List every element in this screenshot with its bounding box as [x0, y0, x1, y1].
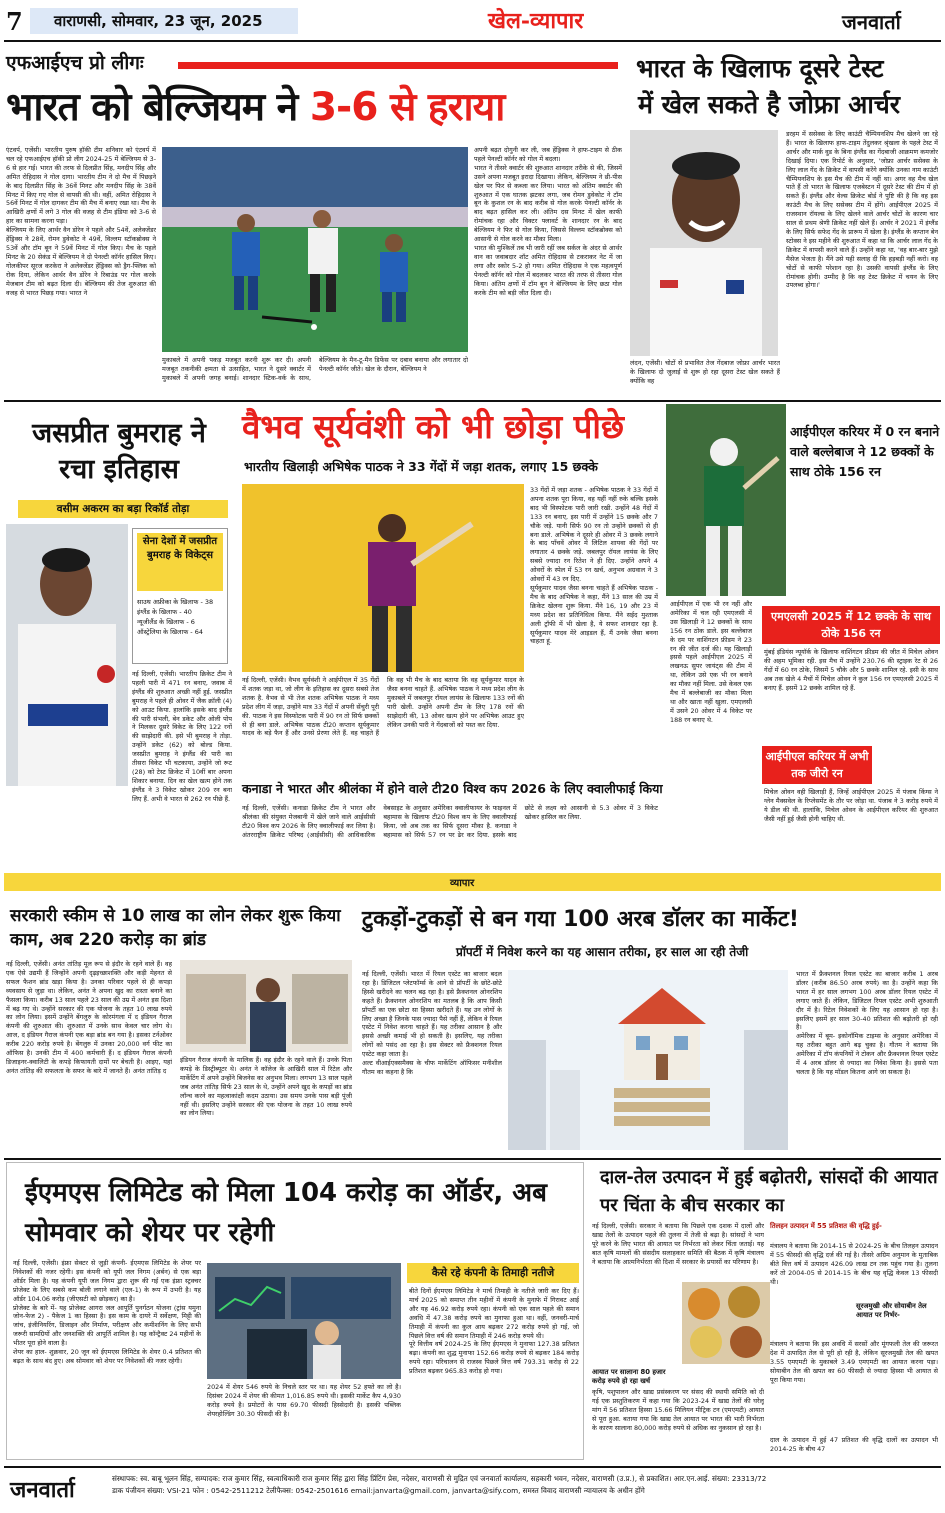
hockey-col-1: एंटवर्प, एजेंसी। भारतीय पुरुष हॉकी टीम शनिवार को एंटवर्प में चल रहे एफआईएच हॉकी प्रो लीग 2024-25 में बेल्जियम से 3-6 से हार गई। भारत की तरफ से दिलप्रीत सिंह, मनदीप सिंह और अमित रोहिदास ने गोल दागा। भारतीय टीम ने दो मैच में पिछड़ने के बाद दिलप्रीत सिंह के 36वें मिनट और मनदीप सिंह के 38वें मिनट में किए गए गोल से वापसी की थी। वहीं, अमित रोहिदास ने 56वें मिनट में गोल दागकर टीम की मैच में बनाए रखा था। मैच के आखिरी क्षणों में लगे 3 गोल की वजह से टीम इंडिया को 3-6 से हार का सामना करना पड़ा। बेल्जियम के लिए आर्थर वैन डोरेन ने पहले और 54वें, अलेक्जेंडर हेंड्रिक्स ने 28वें, रोमन डुवेकोट ने 49वें, विल्लम स्टॉकब्रोक्स ने 53वें और टॉम बून ने 59वें मिनट में गोल किए। मैच के पहले मिनट के 20 सेकंड में बेल्जियम ने दो पेनल्टी कॉर्नर हासिल किए। गोलकीपर सूरज करकेरा ने अलेक्जेंडर हेंड्रिक्स को ड्रैग-फ्लिक को रोक दिया, लेकिन आर्थर वैन डोरेन ने रिबाउंड पर गोल करके मेजबान टीम को बढ़त दिला दी। बेल्जियम की तेज शुरुआत की वजह से भारत पिछड़ गया। भारत ने	[6, 146, 156, 297]
hockey-kicker: एफआईएच प्रो लीगः	[6, 52, 144, 74]
bumrah-photo-image	[6, 524, 128, 786]
canada-headline: कनाडा ने भारत और श्रीलंका में होने वाले टी20 विश्व कप 2026 के लिए क्वालीफाई किया	[242, 781, 663, 796]
kicker-red-bar	[178, 62, 618, 69]
vaibhav-side: 33 गेंदों में जड़ा शतक - अभिषेक पाठक ने 33 गेंदों में अपना शतक पूरा किया, वह यहीं नहीं रुके बल्कि इसके बाद भी विस्फोटक पारी जारी रखी. उन्होंने 48 गेंदों में 133 रन बनाए, इस पारी में उन्होंने 15 छक्के और 7 चौके जड़े. यानी सिर्फ 90 रन तो उन्होंने छक्कों से ही बना डाले. अभिषेक ने दूसरे ही ओवर में 3 छक्के लगाने के बाद पाँचवें ओवर में लिटिल शायवा की गेंदों पर लगातार 4 छक्के जड़े. जबलपुर रॉयल लायंस के लिए सबसे ज्यादा रन रितेश ने ही दिए. उन्होंने अपने 4 ओवरों के स्पेल में 53 रन खर्च, अनुभव अग्रवाल ने 3 ओवरों में 43 रन दिए. सूर्यकुमार यादव जैसा बनना चाहते हैं अभिषेक पाठक - मैच के बाद अभिषेक ने कहा, मैंने 13 साल की उम्र में क्रिकेट खेलना शुरू किया. मैंने 16, 19 और 23 में मध्य प्रदेश का प्रतिनिधित्व किया. मैंने सईद मुश्ताक अली ट्रॉफी में भी खेला है, ये सफर शानदार रहा है. सूर्यकुमार यादव मेरे आइडल हैं, मैं उनके जैसा बनना चाहता हूं.	[530, 486, 658, 646]
vaibhav-story	[238, 404, 662, 778]
property-photo-image	[508, 970, 788, 1150]
dal-col-2c: दाल के उत्पादन में हुई 47 प्रतिशत की वृद्धि दालों का उत्पादन भी 2014-25 के बीच 47	[770, 1436, 938, 1453]
bumrah-stat: साउथ अफ्रीका के खिलाफ - 38	[137, 598, 214, 606]
bumrah-stats-list	[137, 597, 225, 637]
ems-story	[6, 1162, 584, 1460]
property-headline: टुकड़ों-टुकड़ों से बन गया 100 अरब डॉलर का मार्केट!	[362, 907, 799, 932]
archer-headline-1: भारत के खिलाफ दूसरे टेस्ट	[636, 54, 884, 83]
bumrah-stats-title: सेना देशों में जसप्रीत बुमराह के विकेट्स	[137, 533, 223, 591]
dal-subhead-1: आयात पर सालाना 80 हजार करोड़ रुपये हो रहा खर्च	[592, 1368, 666, 1385]
ipl-photo-image	[666, 404, 786, 596]
bumrah-body: नई दिल्ली, एजेंसी। भारतीय क्रिकेट टीम ने पहली पारी में 471 रन बनाए, जवाब में इंग्लैंड की शुरुआत अच्छी नहीं हुई. जसप्रीत बुमराह ने पहले ही ओवर में जैक क्रॉली (4) को आउट किया. हालांकि इसके बाद इंग्लैंड की पारी संभली, बेन डकेट और ओली पोप ने मिलकर दूसरे विकेट के लिए 122 रनों की साझेदारी की. इसे भी बुमराह ने तोड़ा. उन्होंने डकेट (62) को बोल्ड किया. जसप्रीत बुमराह ने इंग्लैंड की पारी का तीसरा विकेट भी चटकाया, उन्होंने जो रूट (28) को टेस्ट क्रिकेट में 10वीं बार अपना शिकार बनाया. दिन का खेल खत्म होने तक इंग्लैंड ने 3 विकेट खोकर 209 रन बना लिए हैं. अभी वे भारत से 262 रन पीछे हैं.	[132, 670, 232, 803]
hockey-photo-caption: मुकाबले में अपनी पकड़ मजबूत करनी शुरू कर दी। अपनी मजबूत तकनीकी क्षमता से उत्साहित, भारत ने दूसरे क्वार्टर में मुकाबले में अपनी जगह बनाई। शानदार स्टिक-वर्क के साथ, बेल्जियम के मैन-टू-मैन डिफेंस पर दबाव बनाया और लगातार दो पेनल्टी कॉर्नर जीते। खेल के दौरान, बेल्जियम ने	[162, 356, 468, 382]
property-col-3: भारत में फ्रैक्शनल रियल एस्टेट का बाजार करीब 1 अरब डॉलर (करीब 86.50 अरब रुपये) का है। उन्होंने कहा कि भारत में हर साल लगभग 100 अरब डॉलर रियल एस्टेट में लगाए जाते हैं। लेकिन, डिजिटल रियल एस्टेट अभी शुरुआती दौर में है। रिटेल निवेशकों के लिए यह आसान हो रहा है। इसलिए इसमें हर साल 30-40 प्रतिशत की बढ़ोतरी हो रही है। अमेरिका में बूम- इकोनॉमिक टाइम्स के अनुसार अमेरिका में यह तरीका बहुत आगे बढ़ चुका है। गौतम ने बताया कि अमेरिका में टॉप कंपनियों ने टोकन और फ्रैक्शनल रियल एस्टेट में 4 अरब डॉलर से ज्यादा का निवेश किया है। इससे पता चलता है कि यह मॉडल कितना आगे जा सकता है।	[796, 970, 938, 1076]
archer-headline-2: में खेल सकते है जोफ्रा आर्चर	[638, 90, 900, 119]
canada-body: नई दिल्ली, एजेंसी। कनाडा क्रिकेट टीम ने भारत और श्रीलंका की संयुक्त मेजबानी में खेले जाने वाले आईसीसी टी20 विश्व कप 2026 के लिए क्वालीफाई कर लिया है। अंतरराष्ट्रीय क्रिकेट परिषद (आईसीसी) की आधिकारिक वेबसाइट के अनुसार अमेरिका क्वालीफायर के फाइनल में बहामास के खिलाफ टी20 विश्व कप के लिए क्वालीफाई किया, जो अब तक का सिर्फ दूसरा मौका है. कनाडा ने बहामास को सिर्फ 57 रन पर ढेर कर दिया. इसके बाद छोटे से लक्ष्य को आसानी से 5.3 ओवर में 3 विकेट खोकर हासिल कर लिया.	[242, 804, 658, 839]
loan-col-2: इंडियन गैराज कंपनी के मालिक हैं। वह इंदौर के रहने वाले हैं। उनके पिता कपड़े के डिस्ट्रीब्यूटर थे। अनंत ने कॉलेज के आखिरी साल में रिटेल और मार्केटिंग में अपने उन्होंने बिजनेस का अनुभव मिला। लगभग 13 साल पहले जब अनंत तांतिड़ सिर्फ 23 साल के थे, उन्होंने अपने खुद के कपड़ों का ब्रांड लॉन्च करने का महत्वाकांक्षी कदम उठाया। उस समय उनके पास बड़ी पूंजी नहीं थी। इसलिए उन्होंने सरकार की एक योजना के तहत 10 लाख रुपये का लोन लिया।	[180, 1056, 352, 1118]
bumrah-photo	[6, 524, 128, 786]
hockey-story	[0, 46, 625, 396]
loan-photo	[180, 960, 352, 1052]
loan-col-1: नई दिल्ली, एजेंसी। अनंत तांतिड़ मूल रूप से इंदौर के रहने वाले हैं। वह एक ऐसे उद्यमी हैं जिन्होंने अपनी दृढ़इच्छाशक्ति और कड़ी मेहनत से सफल फैशन ब्रांड खड़ा किया है। उनका परिवार पहले से ही कपड़ा व्यवसाय से जुड़ा था। लेकिन, अनंत ने अपना खुद का रास्ता बनाने का फैसला किया। करीब 13 साल पहले 23 साल की उम्र में अनंत इस दिशा में बढ़ गए थे। उन्होंने सरकार की एक योजना के तहत 10 लाख रुपये का लोन लिया। इसमें उन्होंने बेंगलुरु के कोरमंगला में द इंडियन गैराज कंपनी की शुरुआत की। शुरुआत में उनके साथ केवल चार लोग थे। आज, द इंडियन गैराज कंपनी एक बड़ा ब्रांड बन गया है। इसका टर्नओवर करीब 220 करोड़ रुपये है। बेंगलुरु में उनका 20,000 वर्ग फीट का ऑफिस है। उनकी टीम में 400 कर्मचारी हैं। द इंडियन गैराज कंपनी डिजाइनर-क्वालिटी के कपड़े किफायती दामों पर बेचती है। आइए, यहां अनंत तांतिड़ की सफलता के सफर के बारे में जानते हैं। अनंत तांतिड़ द	[6, 960, 172, 1075]
loan-headline: सरकारी स्कीम से 10 लाख का लोन लेकर शुरू किया काम, अब 220 करोड़ का ब्रांड	[10, 906, 341, 950]
ems-photo-image	[207, 1263, 401, 1379]
ipl-box-1-title: एमएलसी 2025 में 12 छक्के के साथ ठोके 156 रन	[762, 606, 940, 644]
footer-rule	[4, 1466, 941, 1468]
dal-col-1b: कृषि, पशुपालन और खाद्य प्रसंस्करण पर संसद की स्थायी समिति को दी गई एक प्रस्तुतिकरण में कहा गया कि 2023-24 में खाद्य तेलों की घरेलू मांग में 56 प्रतिशत हिस्सा 15.66 मिलियन मीट्रिक टन (एमएमटी) आयात से पूरा हुआ. बताया गया कि खाद्य तेल आयात पर भारत की भारी निर्भरता के कारण सालाना 80,000 करोड़ रुपये से अधिक का नुकसान हो रहा है।	[592, 1388, 764, 1432]
ems-photo-caption: 2024 में शेयर 546 रुपये के निचले स्तर पर था। यह शेयर 52 हफ्ते का लो है। दिसंबर 2024 में शेयर की कीमत 1,016.85 रुपये थी। इसकी मार्केट कैप 4,930 करोड़ रुपये है। प्रमोटरों के पास 69.70 फीसदी हिस्सेदारी है। इसकी पब्लिक शेयरहोल्डिंग 30.30 फीसदी की है।	[207, 1383, 401, 1418]
vaibhav-headline: वैभव सूर्यवंशी को भी छोड़ा पीछे	[242, 407, 625, 446]
hockey-photo-image	[162, 147, 468, 352]
ipl-box-1-body: मुंबई इंडियंस न्यूयॉर्क के खिलाफ वाशिंगटन फ्रीडम की जीत में मिचेल ओवन की अहम भूमिका रही. इस मैच में उन्होंने 230.76 की स्ट्राइक रेट से 26 गेंदों में 60 रन ठोके, जिसमें 5 चौके और 5 छक्के शामिल रहे. इसी के साथ अब तक खेले 4 मैचों में मिचेल ओवन ने कुल 156 रन एमएलसी 2025 में बनाए हैं. इसमें 12 छक्के शामिल रहे हैं.	[764, 648, 938, 692]
hockey-col-3: अपनी बढ़त दोगुनी कर ली, जब हेंड्रिक्स ने हाफ-टाइम से ठीक पहले पेनल्टी कॉर्नर को गोल में बदला। भारत ने तीसरे क्वार्टर की शुरुआत शानदार तरीके से की, जिसमें उसने अपना मजबूत इरादा दिखाया। लेकिन, बेल्जियम ने थ्री-पीस खेल पर फिर से कब्जा कर लिया। भारत को अंतिम क्वार्टर की शुरुआत में एक घातक झटका लगा, जब रोमन डुवेकोट ने टॉम बून के कुशल रन के बाद करीब से गोल करके पेनल्टी कॉर्नर के बाद बढ़त हासिल कर ली। अंतिम दस मिनट में खेल काफी रोमांचक रहा और विक्टर फ्लावर्ट के शानदार रन के बाद बेल्जियम ने फिर से गोल किया, जिससे विल्लम स्टॉकब्रोक्स को आसानी से गोल करने का मौका मिला। भारत की मुश्किलें तब भी जारी रहीं जब सर्कल के अंदर से आर्थर वान का जवाबदार शॉट अमित रोहिदास से टकराकर नेट में जा लगा और स्कोर 5-2 हो गया। अमित रोहिदास ने एक महत्वपूर्ण पेनल्टी कॉर्नर को गोल में बदलकर भारत की तरफ से तीसरा गोल किया। अंतिम क्षणों में टॉम बून ने बेल्जियम के लिए छठा गोल करके टीम को बड़ी जीत दिला दी।	[474, 146, 622, 297]
dal-col-2: मंत्रालय ने बताया कि 2014-15 से 2024-25 के बीच तिलहन उत्पादन में 55 फीसदी की वृद्धि दर्ज की गई है। तीसरे अग्रिम अनुमान के मुताबिक बीते वित्त वर्ष में उत्पादन 426.09 लाख टन तक पहुंच गया है। तुलना करें तो 2004-05 से 2014-15 के बीच यह वृद्धि केवल 13 फीसदी थी।	[770, 1242, 938, 1286]
dal-subhead-3: सूरजमुखी और सोयाबीन तेल आयात पर निर्भर-	[856, 1302, 927, 1319]
dal-photo	[682, 1282, 770, 1364]
dal-col-2b: मंत्रालय ने बताया कि इस अवधि में सरसों और मूंगफली तेल की जरूरत देश में उत्पादित तेल से पूरी हो रही है, लेकिन सूरजमुखी तेल की खपत 3.55 एमएमटी के मुकाबले 3.49 एमएमटी का आयात करना पड़ा। सोयाबीन तेल की खपत का 60 फीसदी से ज्यादा हिस्सा भी आयात से पूरा किया गया।	[770, 1340, 938, 1384]
bumrah-stats-box	[132, 528, 228, 664]
archer-body: डरहम में ससेक्स के लिए काउंटी चैम्पियनशिप मैच खेलने जा रहे हैं। भारत के खिलाफ हाफ-टाइम तेंदुलकर श्रृंखला के पहले टेस्ट में आर्चर और मार्क वुड के बिना इंग्लैंड का गेंदबाजी आक्रमण कमजोर दिखाई दिया। एक रिपोर्ट के अनुसार, 'जोफ्रा आर्चर ससेक्स के लिए लाल गेंद के क्रिकेट में वापसी करेंगे क्योंकि उनका नाम काउंटी चैम्पियनशिप के इस मैच की टीम में नहीं था। अगर वह मैच खेल पाते हैं तो भारत के खिलाफ एजबेस्टन में दूसरे टेस्ट की टीम में हो सकते हैं। इंग्लैंड और वेल्स क्रिकेट बोर्ड ने पुष्टि की है कि वह इस काउंटी मैच के लिए ससेक्स टीम में होंगे। आईपीएल 2025 में राजस्थान रॉयल्स के लिए खेलने वाले आर्चर चोटों के कारण चार साल से प्रथम श्रेणी क्रिकेट नहीं खेले हैं। आर्चर ने 2021 में इंग्लैंड के लिए सिर्फ सफेद गेंद के प्रारूप में खेला है। इंग्लैंड के कप्तान बेन स्टोक्स ने इस महीने की शुरुआत में कहा था कि आर्चर लाल गेंद के क्रिकेट में वापसी करने वाले हैं। उन्होंने कहा था, 'वह बार-बार मुझे मैसेज भेजता है। मैंने उसे यही सलाह दी कि हड़बड़ी नहीं करो। वह चोटों से काफी परेशान रहा है। उसकी वापसी इंग्लैंड के लिए रोमांचक होगी। उम्मीद है कि वह टेस्ट क्रिकेट में चयन के लिए उपलब्ध होगा।'	[786, 130, 938, 290]
loan-photo-image	[180, 960, 352, 1052]
hockey-headline-main: भारत को बेल्जियम ने	[6, 85, 298, 130]
ems-headline: ईएमएस लिमिटेड को मिला 104 करोड़ का ऑर्डर, अब सोमवार को शेयर पर रहेगी	[25, 1178, 548, 1248]
bumrah-stat: ऑस्ट्रेलिया के खिलाफ - 64	[137, 628, 203, 636]
footer-imprint: संस्थापक: स्व. बाबू भूलन सिंह, सम्पादक: राज कुमार सिंह, स्वत्वाधिकारी राज कुमार सिंह द्वारा सिंह प्रिंटिंग प्रेस, नदेसर, वाराणसी से मुद्रित एवं जनवार्ता कार्यालय, सहकारी भवन, नदेसर, वाराणसी (उ.प्र.), से प्रकाशित। आर.एन.आई. संख्या: 23313/72	[112, 1474, 767, 1483]
dateline: वाराणसी, सोमवार, 23 जून, 2025	[54, 12, 263, 30]
property-subhead: प्रॉपर्टी में निवेश करने का यह आसान तरीका, हर साल आ रही तेजी	[456, 945, 749, 959]
archer-photo-caption: लंदन, एजेंसी। चोटों से प्रभावित तेज गेंदबाज जोफ्रा आर्चर भारत के खिलाफ दो जुलाई से शुरू हो रहा दूसरा टेस्ट खेल सकते हैं क्योंकि वह	[630, 359, 780, 385]
footer-logo: जनवार्ता	[10, 1477, 75, 1503]
ipl-box-2-title: आईपीएल करियर में अभी तक जीरो रन	[762, 746, 872, 784]
ipl-headline: आईपीएल करियर में 0 रन बनाने वाले बल्लेबाज ने 12 छक्कों के साथ ठोके 156 रन	[790, 424, 940, 479]
ems-col-1: नई दिल्ली, एजेंसी। इंफ्रा सेक्टर से जुड़ी कंपनी- ईएमएस लिमिटेड के शेयर पर निवेशकों की नजर रहेगी। इस कंपनी को यूपी जल निगम (अर्बन) से एक बड़ा ऑर्डर मिला है। यह कंपनी यूपी जल निगम द्वारा शुरू की गई एक इंफ्रा स्ट्रक्चर प्रोजेक्ट के लिए सबसे कम बोली लगाने वाले (एल-1) के रूप में उभरी है। यह ऑर्डर 104.06 करोड़ (जीएसटी को छोड़कर) का है। प्रोजेक्ट के बारे में- यह प्रोजेक्ट आगरा जल आपूर्ति पुनर्गठन योजना (ट्रांस यमुना जोन-फेज 2) - पैकेज 1 का हिस्सा है। इस काम के दायरे में सर्वेक्षण, मिट्टी की जांच, इंजीनियरिंग, डिजाइन और निर्माण, परीक्षण और कमीशनिंग के लिए सभी जरूरी सामग्रियों और जनशक्ति की आपूर्ति शामिल है। यह कॉन्ट्रैक्ट 24 महीनों के भीतर पूरा होने वाला है। शेयर का हाल- शुक्रवार, 20 जून को ईएमएस लिमिटेड के शेयर 0.4 प्रतिशत की बढ़त के साथ बंद हुए। अब सोमवार को शेयर पर निवेशकों की नजर रहेगी।	[13, 1259, 201, 1365]
masthead-rule	[4, 40, 941, 42]
ipl-story	[666, 404, 941, 864]
masthead	[0, 0, 945, 44]
vaibhav-photo	[242, 484, 524, 672]
canada-story	[238, 778, 662, 864]
property-story	[358, 894, 941, 1156]
business-band	[4, 873, 941, 891]
section-title: खेल-व्यापार	[488, 8, 584, 34]
footer-imprint-2: डाक पंजीयन संख्या: VSI-21 फोन : 0542-2511212 टेलीफैक्स: 0542-2501616 email:janvarta@gmail.com, janvarta@sify.com, समस्त विवाद वाराणसी न्यायालय के अधीन होंगे	[112, 1486, 645, 1495]
ipl-body: आईपीएल में एक भी रन नहीं और अमेरिका में चल रही एमएलसी में उस खिलाड़ी ने 12 छक्कों के साथ 156 रन ठोक डाले. इस बल्लेबाज के दम पर वाशिंगटन फ्रीडम ने 23 रन की जीत दर्ज की। यह खिलाड़ी इससे पहले आईपीएल 2025 में लखनऊ सुपर जायंट्स की टीम में था, लेकिन उसे एक भी रन बनाने का मौका नहीं मिला. उसे केवल एक मैच में बल्लेबाजी का मौका मिला था और खाता नहीं खुला. एमएलसी में उसने 20 ओवर में 4 विकेट पर 188 रन बनाए थे.	[670, 600, 752, 724]
ems-box-body: बीते दिनों ईएमएस लिमिटेड ने मार्च तिमाही के नतीजे जारी कर दिए हैं। मार्च 2025 को समाप्त तीन महीनों में कंपनी के मुनाफे में गिरावट आई और यह 46.92 करोड़ रुपये रहा। कंपनी को एक साल पहले की समान अवधि में 47.38 करोड़ रुपये का मुनाफा हुआ था। वहीं, जनवरी-मार्च तिमाही में कंपनी का कुल आय बढ़कर 272 करोड़ रुपये हो गई, जो पिछले वित्त वर्ष की समान तिमाही में 246 करोड़ रुपये थी। पूरे वित्तीय वर्ष 2024-25 के लिए ईएमएस ने मुनाफा 127.38 प्रतिशत बढ़ा। कंपनी का शुद्ध मुनाफा 152.66 करोड़ रुपये से बढ़कर 184 करोड़ रुपये रहा। परिचालन से राजस्व पिछले वित्त वर्ष 793.31 करोड़ से 22 प्रतिशत बढ़कर 965.83 करोड़ हो गया।	[409, 1287, 579, 1376]
ipl-box-2-body: मिचेल ओवन वही खिलाड़ी हैं, जिन्हें आईपीएल 2025 में पंजाब किंग्स ने ग्लेन मैक्सवेल के रिप्लेसमेंट के तौर पर जोड़ा था. पंजाब ने 3 करोड़ रुपये में ये डील की थी. हालांकि, मिचेल ओवन के आईपीएल करियर की शुरुआत जैसी नहीं हुई जैसी होनी चाहिए थी.	[764, 788, 938, 823]
page-number: 7	[6, 7, 23, 36]
property-photo	[508, 970, 788, 1150]
archer-story	[630, 46, 941, 396]
ipl-photo	[666, 404, 786, 596]
paper-name: जनवार्ता	[842, 10, 901, 34]
business-band-label: व्यापार	[450, 878, 475, 889]
dal-subhead-2: तिलहन उत्पादन में 55 प्रतिशत की वृद्धि हुई-	[770, 1222, 882, 1230]
dal-story	[588, 1162, 941, 1460]
bumrah-stat: न्यूजीलैंड के खिलाफ - 6	[137, 618, 195, 626]
bumrah-headline: जसप्रीत बुमराह ने रचा इतिहास	[32, 418, 206, 485]
loan-story	[0, 894, 356, 1156]
dal-photo-image	[682, 1282, 770, 1364]
archer-photo	[630, 130, 778, 356]
bumrah-stat: इंग्लैंड के खिलाफ - 40	[137, 608, 192, 616]
hockey-headline	[6, 85, 505, 130]
ems-box-title: कैसे रहे कंपनी के तिमाही नतीजे	[407, 1263, 579, 1283]
property-col-1: नई दिल्ली, एजेंसी। भारत में रियल एस्टेट का बाजार बदल रहा है। डिजिटल प्लेटफॉर्म्स के आने से प्रॉपर्टी के छोटे-छोटे हिस्से खरीदने का चलन बढ़ रहा है। इसे फ्रैक्शनल ओनरशिप कहते हैं। फ्रैक्शनल ओनरशिप का मतलब है कि आप किसी प्रॉपर्टी का एक छोटा सा हिस्सा खरीदते हैं। यह उन लोगों के लिए अच्छा है जिनके पास ज्यादा पैसे नहीं हैं, लेकिन वे रियल एस्टेट में निवेश करना चाहते हैं। यह तरीका आसान है और इससे अच्छी कमाई भी हो सकती है। इसलिए, यह तरीका लोगों को पसंद आ रहा है। इस सेक्टर को फ्रैक्शनल रियल एस्टेट कहा जाता है। अल्ट वीआईएक्समैक्स के चीफ मार्केटिंग ऑफिसर मनीशील गौतम का कहना है कि	[362, 970, 502, 1076]
footer	[0, 1466, 945, 1513]
dal-headline: दाल-तेल उत्पादन में हुई बढ़ोतरी, सांसदों की आयात पर चिंता के बीच सरकार का	[600, 1167, 938, 1216]
vaibhav-photo-image	[242, 484, 524, 672]
vaibhav-body: नई दिल्ली, एजेंसी। वैभव सूर्यवंशी ने आईपीएल में 35 गेंदों में शतक जड़ा था, जो लीग के इतिहास का दूसरा सबसे तेज शतक है. वैभव से भी तेज शतक अभिषेक पाठक ने मध्य प्रदेश लीग में जड़ा, उन्होंने मात्र 33 गेंदों में अपनी सेंचुरी पूरी की. पाठक ने इस विस्फोटक पारी में 90 रन तो सिर्फ छक्कों से ही बना डाले. अभिषेक पाठक टी20 कप्तान सूर्यकुमार यादव के बड़े फैन हैं और उनसे प्रेरणा लेते हैं. वह चाहते हैं कि वह भी मैच के बाद बताया कि वह सूर्यकुमार यादव के जैसा बनना चाहते हैं. अभिषेक पाठक ने मध्य प्रदेश लीग के मुकाबले में जबलपुर रॉयल लायंस के खिलाफ 133 रनों की पारी खेली. उन्होंने अपनी टीम के लिए 178 रनों की साझेदारी की, 13 ओवर खत्म होने पर अभिषेक आउट हुए लेकिन उनकी पारी ने गेंदबाजों को पस्त कर दिया.	[242, 676, 524, 738]
divider-1	[4, 400, 941, 402]
bumrah-kicker: वसीम अकरम का बड़ा रिकॉर्ड तोड़ा	[18, 500, 228, 518]
archer-photo-image	[630, 130, 778, 356]
vaibhav-subhead: भारतीय खिलाड़ी अभिषेक पाठक ने 33 गेंदों में जड़ा शतक, लगाए 15 छक्के	[244, 459, 598, 474]
ems-photo	[207, 1263, 401, 1379]
hockey-photo	[162, 147, 468, 352]
bumrah-story	[0, 404, 236, 864]
hockey-headline-score: 3-6 से हराया	[309, 85, 505, 130]
divider-2	[4, 1158, 941, 1160]
dal-col-1: नई दिल्ली, एजेंसी। सरकार ने बताया कि पिछले एक दशक में दालों और खाद्य तेलों के उत्पादन पहले की तुलना में तेजी से बढ़ा है। सांसदों ने भाग पूरे करने के लिए भारत की आयात पर निर्भरता को लेकर चिंता जताई। यह बात कृषि मामलों की संसदीय सलाहकार समिति की बैठक में कृषि मंत्रालय ने बताया कि आत्मनिर्भरता की दिशा में सरकार के प्रयासों का परिणाम है।	[592, 1222, 764, 1266]
